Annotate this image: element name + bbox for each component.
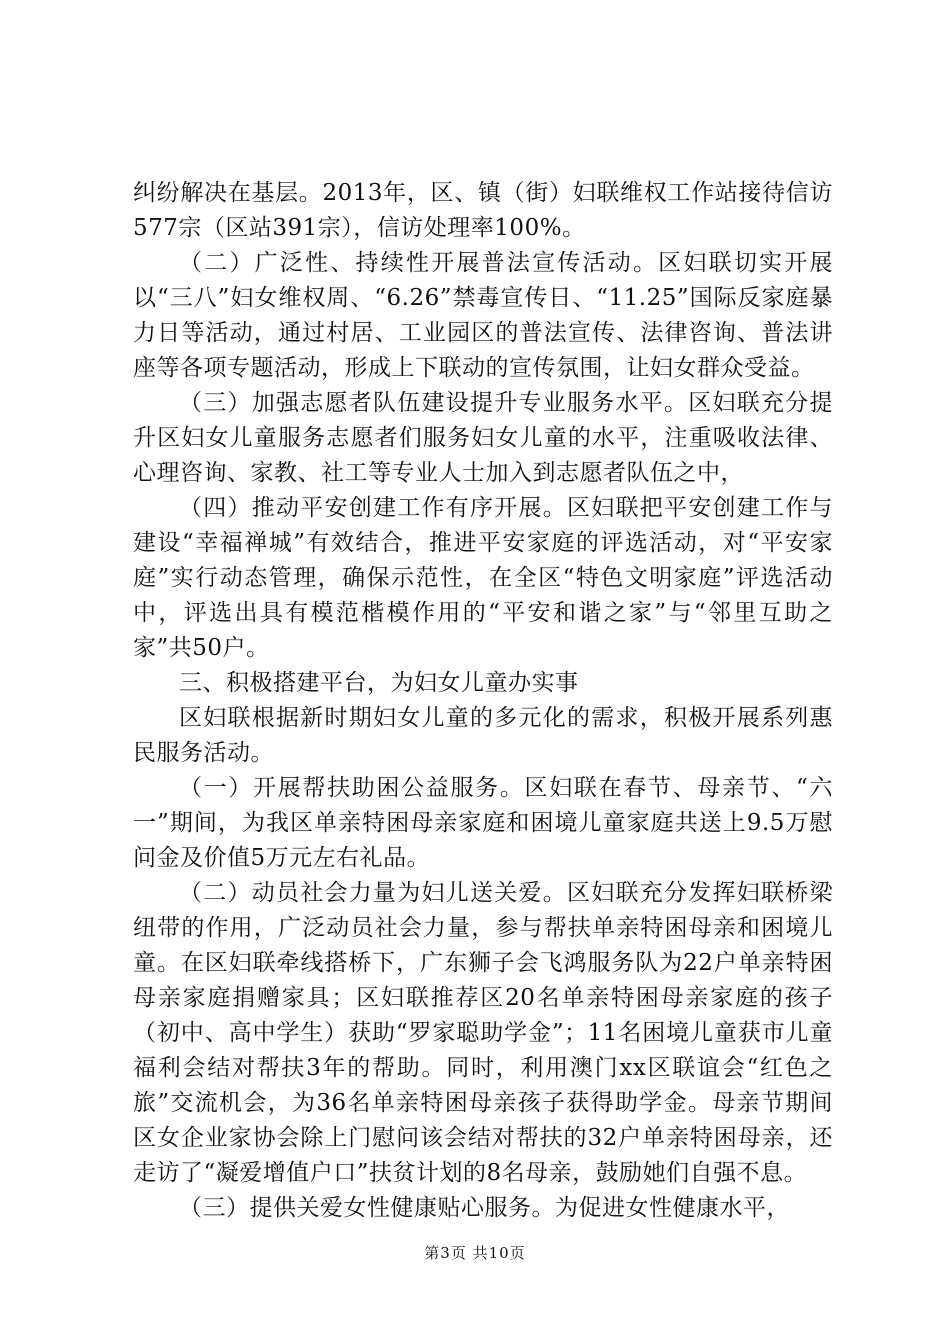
paragraph: （一）开展帮扶助困公益服务。区妇联在春节、母亲节、“六一”期间，为我区单亲特困母亲家庭和困境儿童家庭共送上9.5万慰问金及价值5万元左右礼品。 — [133, 775, 833, 871]
paragraph: （三）提供关爱女性健康贴心服务。为促进女性健康水平， — [179, 1195, 790, 1221]
paragraph: 区妇联根据新时期妇女儿童的多元化的需求，积极开展系列惠民服务活动。 — [133, 705, 833, 766]
section-heading: 三、积极搭建平台，为妇女儿童办实事 — [179, 670, 579, 696]
paragraph: （四）推动平安创建工作有序开展。区妇联把平安创建工作与建设“幸福禅城”有效结合，推进平安家庭的评选活动，对“平安家庭”实行动态管理，确保示范性，在全区“特色文明家庭”评选活动中，评选出具有模范楷模作用的“平安和谐之家”与“邻里互助之家”共50户。 — [133, 495, 833, 661]
paragraph: （二）动员社会力量为妇儿送关爱。区妇联充分发挥妇联桥梁纽带的作用，广泛动员社会力量，参与帮扶单亲特困母亲和困境儿童。在区妇联牵线搭桥下，广东狮子会飞鸿服务队为22户单亲特困母亲家庭捐赠家具；区妇联推荐区20名单亲特困母亲家庭的孩子（初中、高中学生）获助“罗家聪助学金”；11名困境儿童获市儿童福利会结对帮扶3年的帮助。同时，利用澳门xx区联谊会“红色之旅”交流机会，为36名单亲特困母亲孩子获得助学金。母亲节期间区女企业家协会除上门慰问该会结对帮扶的32户单亲特困母亲，还走访了“凝爱增值户口”扶贫计划的8名母亲，鼓励她们自强不息。 — [133, 880, 833, 1186]
paragraph: （二）广泛性、持续性开展普法宣传活动。区妇联切实开展以“三八”妇女维权周、“6.26”禁毒宣传日、“11.25”国际反家庭暴力日等活动，通过村居、工业园区的普法宣传、法律咨询、普法讲座等各项专题活动，形成上下联动的宣传氛围，让妇女群众受益。 — [133, 250, 833, 381]
document-body — [133, 176, 833, 1226]
paragraph: 纠纷解决在基层。2013年，区、镇（街）妇联维权工作站接待信访577宗（区站391宗），信访处理率100%。 — [133, 180, 833, 241]
paragraph: （三）加强志愿者队伍建设提升专业服务水平。区妇联充分提升区妇女儿童服务志愿者们服务妇女儿童的水平，注重吸收法律、心理咨询、家教、社工等专业人士加入到志愿者队伍之中， — [133, 390, 833, 486]
page-footer: 第3页 共10页 — [424, 1244, 526, 1262]
